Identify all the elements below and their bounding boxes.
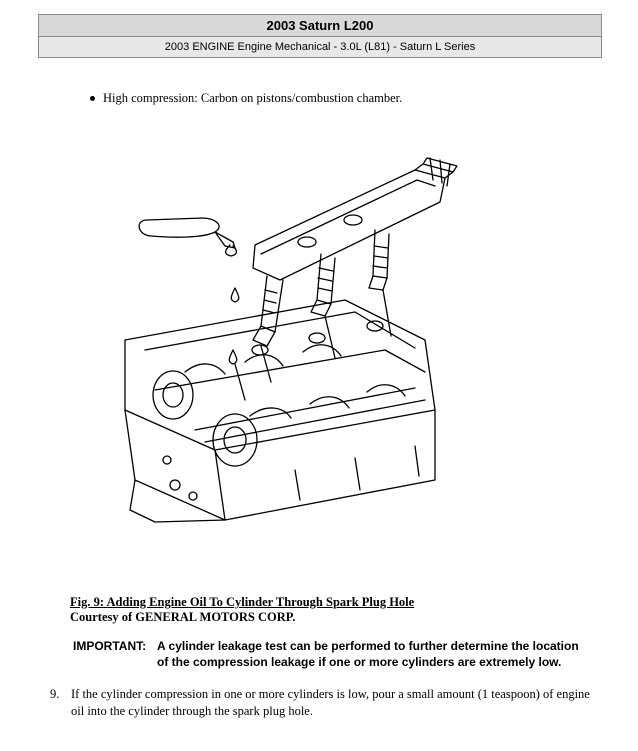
procedure-step: [50, 686, 610, 720]
important-note: [73, 638, 613, 670]
document-header: [38, 14, 602, 58]
header-subtitle: 2003 ENGINE Engine Mechanical - 3.0L (L81) - Saturn L Series: [39, 37, 601, 57]
important-line-1: A cylinder leakage test can be performed to further determine the location: [157, 639, 579, 653]
engine-illustration: [85, 150, 505, 550]
step-number: 9.: [50, 687, 60, 701]
step-line-2: oil into the cylinder through the spark plug hole.: [71, 704, 313, 718]
important-label: IMPORTANT:: [73, 639, 147, 653]
important-line-2: of the compression leakage if one or more cylinders are extremely low.: [157, 655, 562, 669]
figure-caption: [70, 595, 414, 625]
step-line-1: If the cylinder compression in one or more cylinders is low, pour a small amount (1 teaspoon) of engine: [71, 687, 590, 701]
header-title: 2003 Saturn L200: [39, 15, 601, 37]
bullet-icon: [90, 96, 95, 101]
svg-text:.: .: [480, 162, 481, 167]
bullet-item: [90, 91, 402, 106]
caption-title: Fig. 9: Adding Engine Oil To Cylinder Through Spark Plug Hole: [70, 595, 415, 609]
oil-drop-icon: [231, 288, 239, 302]
oil-drop-icon: [229, 350, 237, 364]
ignition-coil-module: [253, 158, 457, 280]
caption-credit: Courtesy of GENERAL MOTORS CORP.: [70, 610, 296, 624]
bullet-text: High compression: Carbon on pistons/combustion chamber.: [103, 91, 403, 105]
oil-funnel-icon: [139, 218, 236, 256]
cylinder-head: [125, 290, 435, 522]
